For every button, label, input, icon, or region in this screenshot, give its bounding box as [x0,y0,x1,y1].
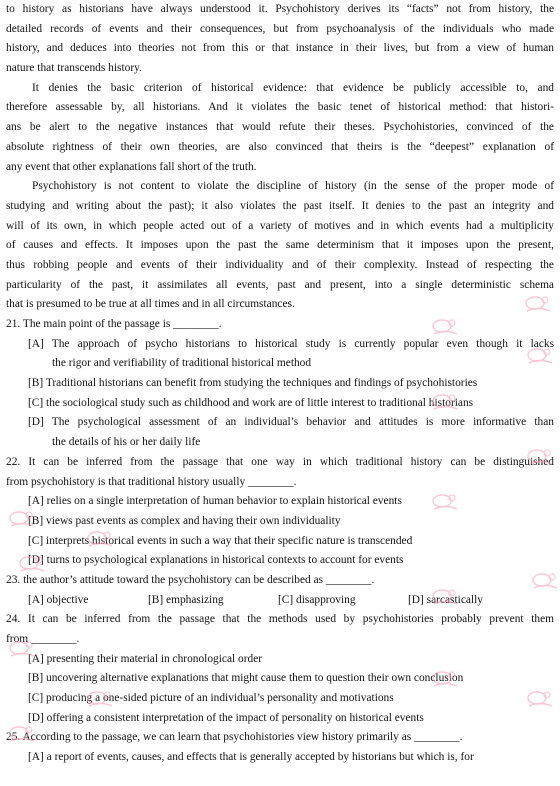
passage-line: history, and deduces into theories not from this or that instance in their lives, but from a view of human [6,42,554,55]
answer-option: [D] The psychological assessment of an individual’s behavior and attitudes is more informative than [28,416,554,429]
passage-line: thus robbing people and events of their individuality and of their complexity. Instead of respecting the [6,258,554,271]
passage-line: any event that other explanations fall short of the truth. [6,160,257,173]
question-stem: 21. The main point of the passage is ________. [6,318,222,330]
passage-line: absolute rightness of their own theories, are also convinced that theirs is the “deepest” explanation of [6,140,554,153]
answer-option: [A] The approach of psycho historians to historical study is currently popular even though it lacks [28,337,554,350]
answer-option: [C] the sociological study such as childhood and work are of little interest to traditional historians [28,396,474,409]
answer-option: [D] sarcastically [408,593,483,606]
answer-option: [B] emphasizing [148,593,224,606]
question-stem: 24. It can be inferred from the passage that the methods used by psychohistories probably prevent them [6,613,554,626]
passage-line: It denies the basic criterion of historical evidence: that evidence be publicly accessible to, and [32,81,554,94]
answer-option: [D] turns to psychological explanations in historical contexts to account for events [28,554,404,567]
passage-line: therefore assessable by, all historians. And it violates the basic tenet of historical method: that histori- [6,101,554,114]
question-stem: 22. It can be inferred from the passage that one way in which traditional history can be distinguished [6,455,554,468]
question-stem: from psychohistory is that traditional history usually ________. [6,475,297,488]
question-stem: from ________. [6,633,80,645]
passage-line: ans be alert to the negative instances that would refute their theses. Psychohistories, convinced of the [6,121,554,134]
question-stem: 25. According to the passage, we can learn that psychohistories view history primarily as ________. [6,731,463,744]
answer-option: [A] objective [28,593,89,606]
answer-option: [B] uncovering alternative explanations that might cause them to question their own conclusion [28,672,464,685]
inline-options-row [6,591,554,611]
passage-line: Psychohistory is not content to violate the discipline of history (in the sense of the proper mode of [32,180,554,193]
passage-line: of causes and effects. It imposes upon the past the same determinism that it imposes upon the present, [6,239,554,252]
passage-line: detailed records of events and their consequences, but from psychoanalysis of the individuals who made [6,22,554,35]
passage-line: studying and writing about the past); it also violates the past itself. It denies to the past an integrity and [6,199,554,212]
answer-option: [B] views past events as complex and having their own individuality [28,514,341,527]
answer-option-continuation: the details of his or her daily life [52,436,201,449]
passage-line: nature that transcends history. [6,62,142,75]
answer-option: [C] disapproving [278,593,356,606]
passage-line: that is presumed to be true at all times and in all circumstances. [6,298,295,311]
question-stem: 23. the author’s attitude toward the psychohistory can be described as ________. [6,573,375,586]
passage-line: to history as historians have always understood it. Psychohistory derives its “facts” not from history, the [6,3,554,15]
answer-option: [A] relies on a single interpretation of human behavior to explain historical events [28,495,402,508]
answer-option: [C] producing a one-sided picture of an individual’s personality and motivations [28,692,394,705]
passage-line: particularity of the past, it assimilates all events, past and present, into a single deterministic schema [6,278,554,291]
answer-option: [A] a report of events, causes, and effects that is generally accepted by historians but which is, for [28,751,474,764]
answer-option: [C] interprets historical events in such a way that their specific nature is transcended [28,534,413,547]
answer-option: [A] presenting their material in chronological order [28,652,263,665]
answer-option: [D] offering a consistent interpretation of the impact of personality on historical events [28,711,424,724]
answer-option-continuation: the rigor and verifiability of traditional historical method [52,357,312,370]
passage-line: will of its own, in which people acted out of a variety of motives and in which events had a multiplicity [6,219,554,232]
answer-option: [B] Traditional historians can benefit from studying the techniques and findings of psychohistories [28,377,478,390]
